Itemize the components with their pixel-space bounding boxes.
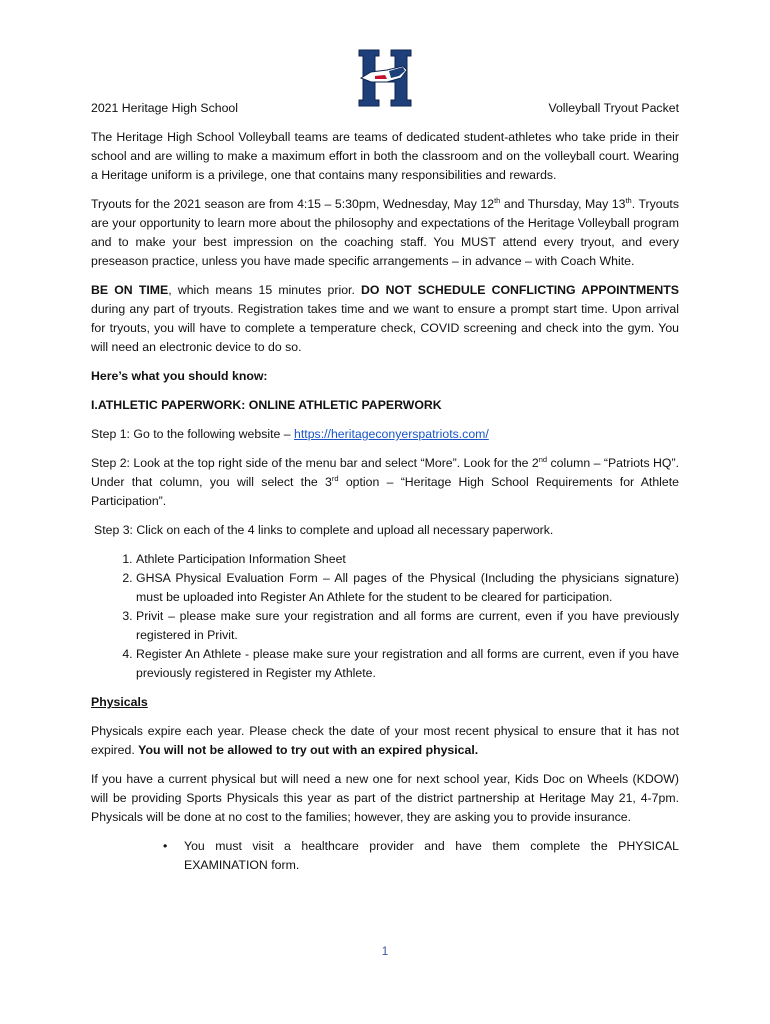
tryout-schedule-paragraph: Tryouts for the 2021 season are from 4:15 – 5:30pm, Wednesday, May 12th and Thursday, May 13th. Tryouts are your opportunity to learn more about the philosophy and expectations of the Heritage Volleyball program and to make your best impression on the coaching staff. You MUST attend every tryout, and every preseason practice, unless you have made specific arrangements – in advance – with Coach White. (91, 195, 680, 268)
list-item: • You must visit a healthcare provider and have them complete the PHYSICAL EXAMINATION form. (163, 839, 679, 872)
document-body (91, 128, 679, 875)
step-3: Step 3: Click on each of the 4 links to complete and upload all necessary paperwork. (94, 523, 554, 537)
website-link[interactable]: https://heritageconyerspatriots.com/ (294, 427, 489, 441)
what-to-know-heading: Here’s what you should know: (91, 369, 268, 383)
physicals-heading: Physicals (91, 695, 148, 709)
step-1: Step 1: Go to the following website – https://heritageconyerspatriots.com/ (91, 427, 489, 441)
be-on-time-paragraph: BE ON TIME, which means 15 minutes prior. DO NOT SCHEDULE CONFLICTING APPOINTMENTS during any part of tryouts. Registration takes time and we want to ensure a prompt start time. Upon arrival for tryouts, you will have to complete a temperature check, COVID screening and check into the gym. You will need an electronic device to do so. (91, 283, 679, 354)
list-item: 4. Register An Athlete - please make sure your registration and all forms are current, even if you have previously registered in Register my Athlete. (136, 645, 679, 683)
athletic-paperwork-heading: I.ATHLETIC PAPERWORK: ONLINE ATHLETIC PAPERWORK (91, 398, 442, 412)
list-item: 3. Privit – please make sure your registration and all forms are current, even if you have previously registered in Privit. (136, 607, 679, 645)
intro-paragraph: The Heritage High School Volleyball teams are teams of dedicated student-athletes who take pride in their school and are willing to make a maximum effort in both the classroom and on the volleyball court. Wearing a Heritage uniform is a privilege, one that contains many responsibilities and rewards. (91, 130, 679, 182)
physicals-expire-paragraph: Physicals expire each year. Please check the date of your most recent physical to ensure that it has not expired. You will not be allowed to try out with an expired physical. (91, 724, 679, 757)
header-school-year: 2021 Heritage High School (91, 101, 238, 115)
kdow-paragraph: If you have a current physical but will need a new one for next school year, Kids Doc on Wheels (KDOW) will be providing Sports Physicals this year as part of the district partnership at Heritage May 21, 4-7pm. Physicals will be done at no cost to the families; however, they are asking you to provide insurance. (91, 772, 679, 824)
paperwork-links-list (91, 550, 679, 683)
page-number: 1 (381, 944, 389, 958)
bullet-icon: • (163, 839, 168, 853)
list-item: 2. GHSA Physical Evaluation Form – All pages of the Physical (Including the physicians signature) must be uploaded into Register An Athlete for the student to be cleared for participation. (136, 569, 679, 607)
physical-bullet-list (91, 837, 679, 875)
step-2: Step 2: Look at the top right side of the menu bar and select “More”. Look for the 2nd column – “Patriots HQ”. Under that column, you will select the 3rd option – “Heritage High School Requirements for Athlete Participation”. (91, 454, 680, 508)
school-logo (357, 48, 413, 108)
list-item: 1. Athlete Participation Information Sheet (136, 550, 679, 569)
header-packet-title: Volleyball Tryout Packet (548, 101, 679, 115)
